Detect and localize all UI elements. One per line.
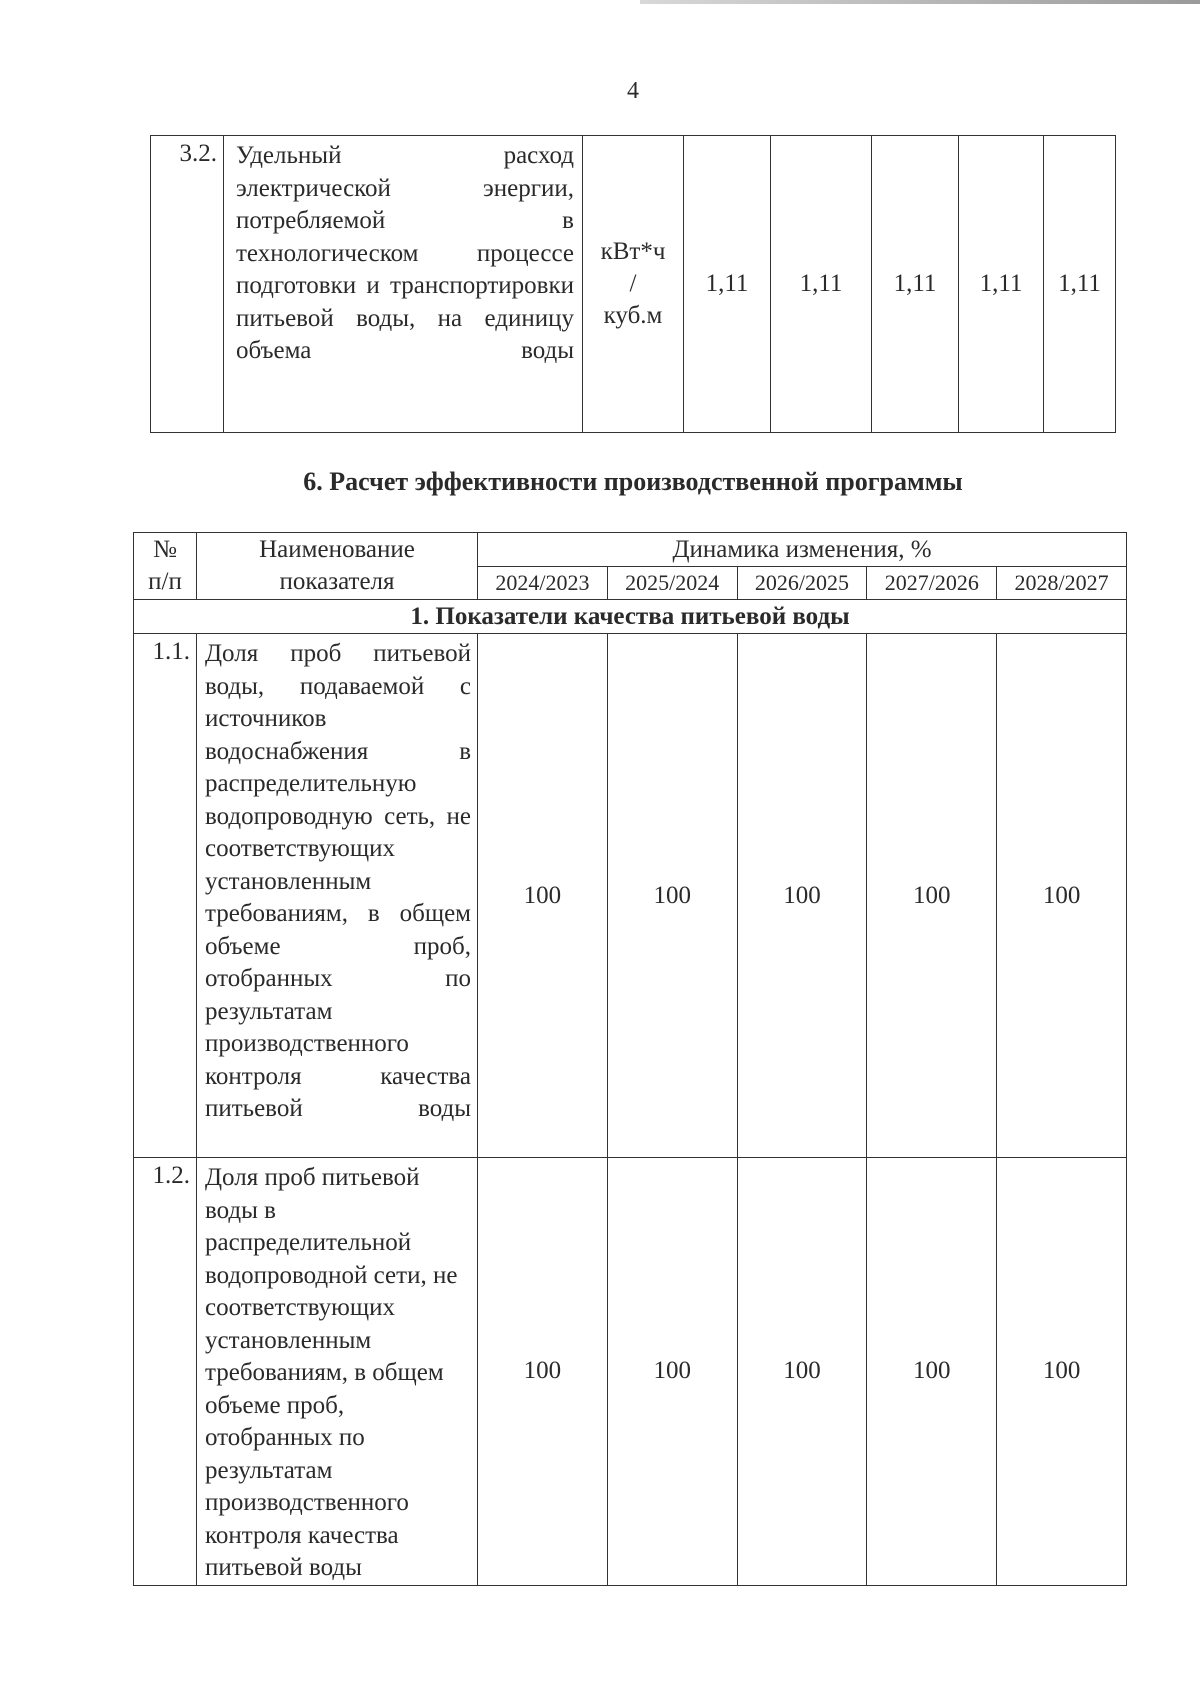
- row-indicator-name: Удельный расход электрической энергии, потребляемой в технологическом процессе подготовки и транспортировки питьевой воды, на единицу объема воды: [224, 136, 583, 433]
- unit-line: куб.м: [603, 302, 663, 329]
- row-value: 100: [737, 634, 867, 1158]
- row-value: 1,11: [959, 136, 1044, 433]
- row-number: 3.2.: [151, 136, 224, 433]
- table-row: [134, 1158, 1127, 1586]
- page-number: 4: [627, 78, 639, 104]
- row-value: 100: [997, 1158, 1127, 1586]
- row-number: 1.2.: [134, 1158, 197, 1586]
- row-indicator-name: Доля проб питьевой воды в распределительной водопроводной сети, не соответствующих установленным требованиям, в общем объеме проб, отобранных по результатам производственного контроля качества питьевой воды: [197, 1158, 478, 1586]
- header-row: [134, 533, 1127, 567]
- row-value: 100: [737, 1158, 867, 1586]
- row-value: 1,11: [684, 136, 771, 433]
- row-value: 100: [997, 634, 1127, 1158]
- header-year: 2024/2023: [478, 567, 608, 600]
- indicator-table-continuation: [150, 135, 1116, 433]
- header-number: [134, 533, 197, 600]
- header-number-line: п/п: [148, 568, 182, 595]
- header-indicator-name: [197, 533, 478, 600]
- row-value: 1,11: [771, 136, 872, 433]
- unit-line: /: [629, 270, 637, 297]
- row-value: 100: [867, 634, 997, 1158]
- table-subheading: 1. Показатели качества питьевой воды: [134, 600, 1127, 634]
- subheading-row: [134, 600, 1127, 634]
- header-name-line: Наименование: [259, 536, 415, 563]
- row-value: 1,11: [872, 136, 959, 433]
- row-value: 100: [607, 634, 737, 1158]
- table-row: [151, 136, 1116, 433]
- row-indicator-name: Доля проб питьевой воды, подаваемой с источников водоснабжения в распределительную водопроводную сеть, не соответствующих установленным требованиям, в общем объеме проб, отобранных по результатам производственного контроля качества питьевой воды: [197, 634, 478, 1158]
- header-dynamics: Динамика изменения, %: [478, 533, 1127, 567]
- row-unit: [583, 136, 684, 433]
- header-year: 2025/2024: [607, 567, 737, 600]
- row-value: 1,11: [1044, 136, 1116, 433]
- row-value: 100: [478, 1158, 608, 1586]
- header-year: 2028/2027: [997, 567, 1127, 600]
- header-name-line: показателя: [279, 568, 395, 595]
- table-row: [134, 634, 1127, 1158]
- row-value: 100: [478, 634, 608, 1158]
- section-title: 6. Расчет эффективности производственной программы: [303, 467, 963, 496]
- scan-edge-line: [640, 0, 1200, 4]
- header-number-line: №: [153, 536, 177, 563]
- row-value: 100: [867, 1158, 997, 1586]
- efficiency-table: [133, 532, 1127, 1586]
- unit-line: кВт*ч: [600, 238, 666, 265]
- row-value: 100: [607, 1158, 737, 1586]
- row-number: 1.1.: [134, 634, 197, 1158]
- header-year: 2026/2025: [737, 567, 867, 600]
- header-year: 2027/2026: [867, 567, 997, 600]
